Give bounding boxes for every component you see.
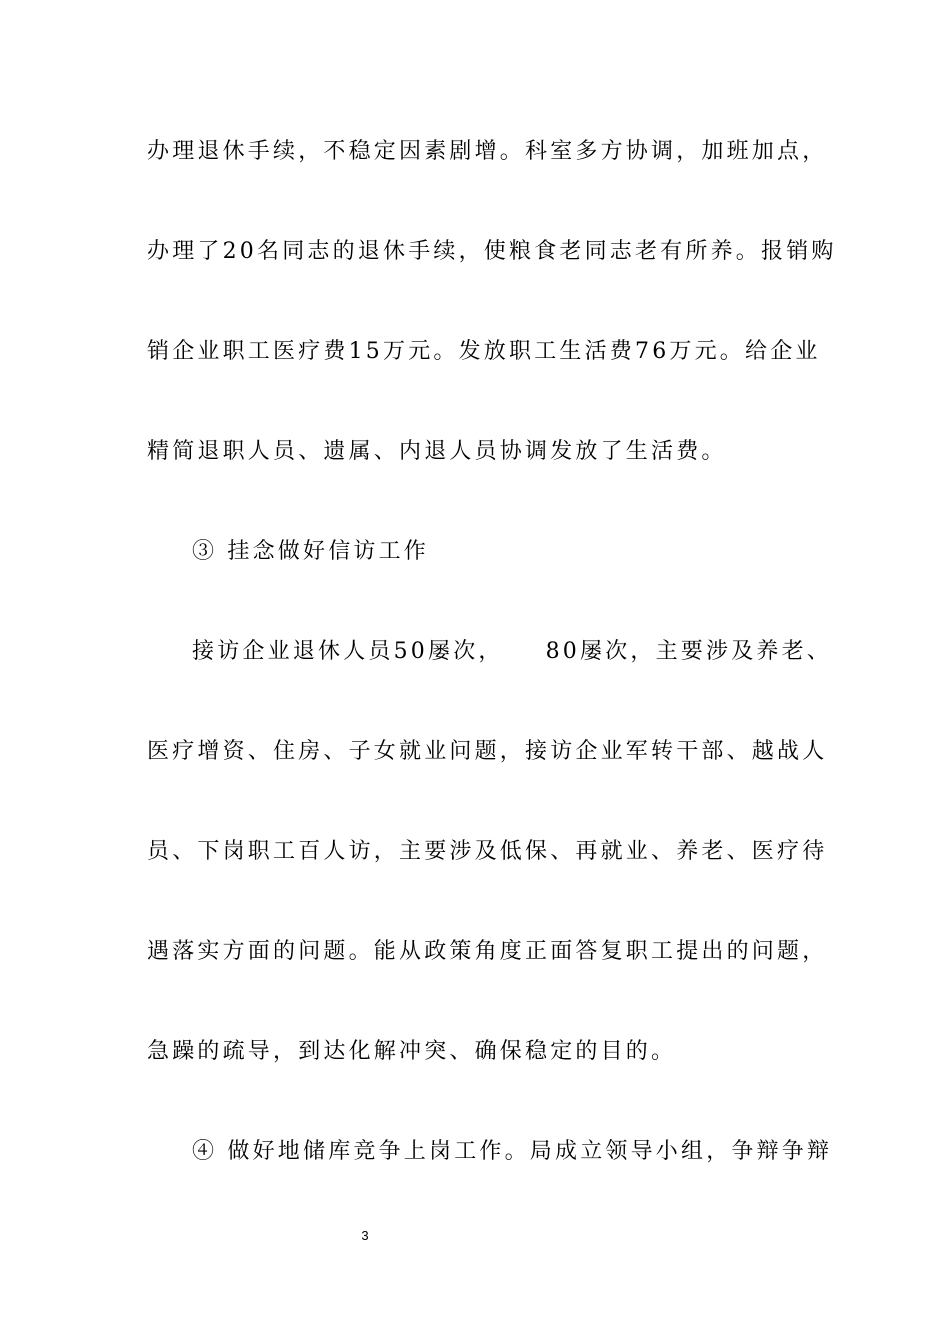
page-number: 3	[361, 1228, 369, 1243]
paragraph-line: 精简退职人员、遗属、内退人员协调发放了生活费。	[147, 439, 727, 464]
paragraph-line: 办理退休手续，不稳定因素剧增。科室多方协调，加班加点，	[147, 139, 828, 164]
paragraph-fragment: 接访企业退休人员50屡次，	[192, 639, 504, 664]
paragraph-line	[192, 637, 872, 667]
paragraph-line: 办理了20名同志的退休手续，使粮食老同志老有所养。报销购	[147, 239, 837, 264]
section-heading: ④ 做好地储库竞争上岗工作。局成立领导小组，争辩争辩	[192, 1139, 833, 1164]
paragraph-line: 员、下岗职工百人访，主要涉及低保、再就业、养老、医疗待	[147, 839, 828, 864]
paragraph-line: 医疗增资、住房、子女就业问题，接访企业军转干部、越战人	[147, 739, 828, 764]
paragraph-line: 销企业职工医疗费15万元。发放职工生活费76万元。给企业	[147, 339, 821, 364]
paragraph-line: 遇落实方面的问题。能从政策角度正面答复职工提出的问题，	[147, 939, 828, 964]
paragraph-line: 急躁的疏导，到达化解冲突、确保稳定的目的。	[147, 1039, 677, 1064]
paragraph-fragment: 80屡次，主要涉及养老、	[545, 639, 833, 664]
section-heading: ③ 挂念做好信访工作	[192, 539, 429, 564]
